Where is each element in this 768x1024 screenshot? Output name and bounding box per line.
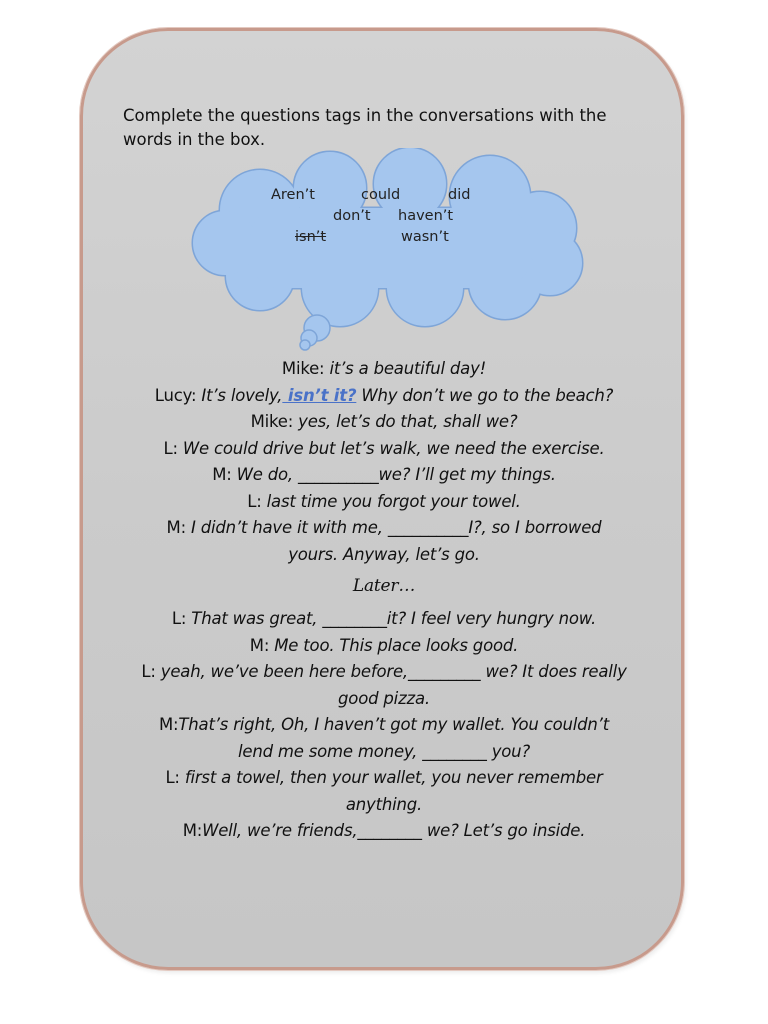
dialogue-line xyxy=(116,356,652,383)
line-text: We do, __________we? I’ll get my things. xyxy=(231,465,556,484)
dialogue-line xyxy=(116,462,652,489)
dialogue-line xyxy=(116,409,652,436)
line-text: first a towel, then your wallet, you never remember xyxy=(179,768,603,787)
later-heading: Later… xyxy=(352,576,416,596)
word-arent: Aren’t xyxy=(271,187,315,203)
line-text: yours. Anyway, let’s go. xyxy=(288,544,480,564)
speaker-label: M: xyxy=(249,635,270,655)
word-havent: haven’t xyxy=(398,208,454,224)
dialogue-line xyxy=(116,739,652,766)
line-text: We could drive but let’s walk, we need the exercise. xyxy=(177,438,605,458)
speaker-label: M: xyxy=(166,518,186,537)
line-text: Why don’t we go to the beach? xyxy=(356,385,614,405)
dialogue-line xyxy=(116,606,652,633)
thought-bubble-small xyxy=(300,340,310,350)
speaker-label: Mike: xyxy=(281,359,325,378)
line-text: lend me some money, ________ you? xyxy=(237,741,530,761)
speaker-label: L: xyxy=(171,609,187,628)
dialogue-line xyxy=(116,659,652,686)
speaker-label: L: xyxy=(247,491,262,511)
line-text: good pizza. xyxy=(338,688,430,708)
speaker-label: L: xyxy=(163,438,178,458)
line-text: It’s lovely, xyxy=(196,385,283,405)
dialogue-line xyxy=(116,542,652,569)
dialogue-line xyxy=(116,818,652,845)
line-text: yes, let’s do that, shall we? xyxy=(293,412,518,431)
word-could: could xyxy=(361,187,401,203)
speaker-label: M: xyxy=(212,465,232,484)
dialogue-line xyxy=(116,489,652,516)
dialogue-line xyxy=(116,633,652,660)
speaker-label: M: xyxy=(159,715,179,734)
speaker-label: M: xyxy=(182,821,203,840)
dialogue-line xyxy=(116,686,652,713)
dialogue-line xyxy=(116,515,652,542)
dialogue-line xyxy=(116,792,652,819)
dialogue-line xyxy=(116,436,652,463)
word-wasnt: wasn’t xyxy=(401,229,449,245)
line-text: last time you forgot your towel. xyxy=(261,491,521,511)
dialogue xyxy=(116,356,652,845)
word-did: did xyxy=(448,187,471,203)
speaker-label: Mike: xyxy=(250,412,294,431)
word-box-cloud xyxy=(180,148,592,354)
line-text: anything. xyxy=(345,794,423,814)
line-text: That’s right, Oh, I haven’t got my wallet. You couldn’t xyxy=(178,715,609,734)
dialogue-line xyxy=(116,383,652,410)
example-answer: isn’t it? xyxy=(282,385,357,405)
line-text: yeah, we’ve been here before,_________ we? It does really xyxy=(155,662,627,681)
line-text: I didn’t have it with me, __________I?, so I borrowed xyxy=(185,518,602,537)
speaker-label: L: xyxy=(165,768,180,787)
word-dont: don’t xyxy=(333,208,371,224)
line-text: it’s a beautiful day! xyxy=(324,359,487,378)
dialogue-line xyxy=(116,765,652,792)
word-isnt-struck: isn’t xyxy=(295,229,327,245)
line-text: Me too. This place looks good. xyxy=(269,635,519,655)
dialogue-line xyxy=(116,712,652,739)
line-text: That was great, ________it? I feel very hungry now. xyxy=(186,609,597,628)
speaker-label: L: xyxy=(141,662,156,681)
speaker-label: Lucy: xyxy=(154,385,197,405)
line-text: Well, we’re friends,________ we? Let’s go inside. xyxy=(202,821,586,840)
instructions-text: Complete the questions tags in the conversations with the words in the box. xyxy=(123,106,607,149)
